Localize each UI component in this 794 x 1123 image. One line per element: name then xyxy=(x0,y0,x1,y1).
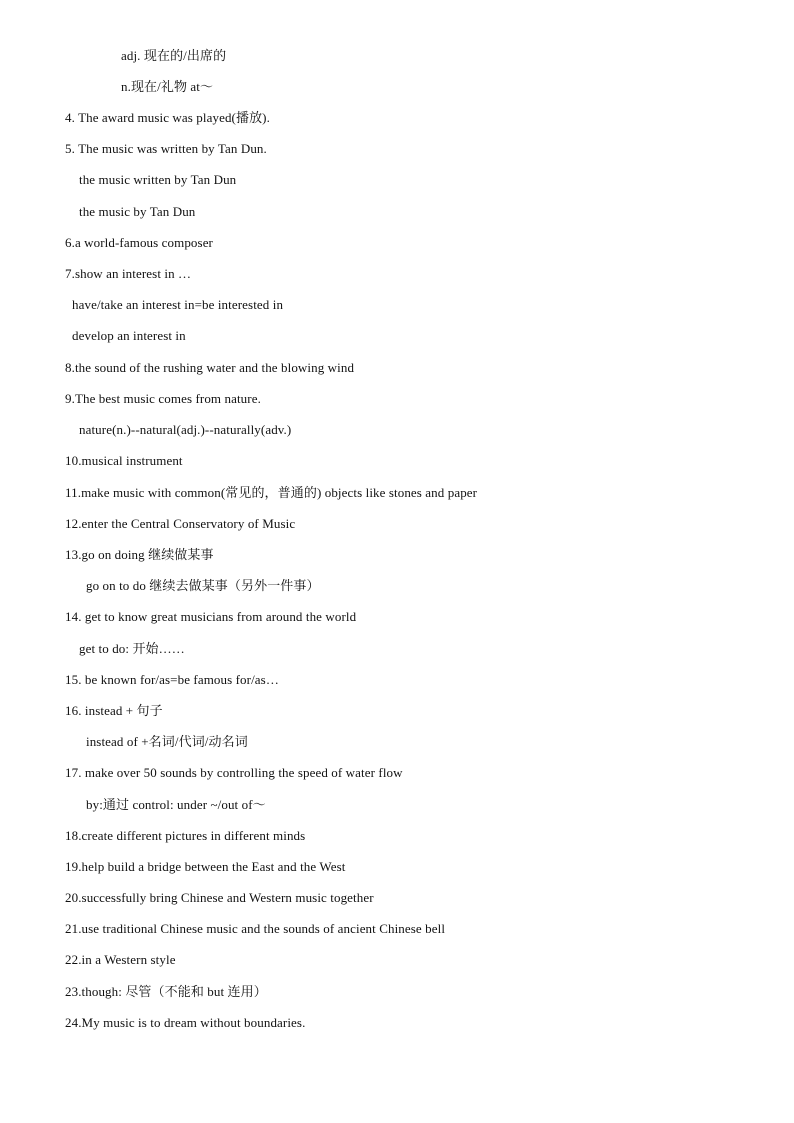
text-line: 11.make music with common(常见的，普通的) objects like stones and paper xyxy=(65,485,478,500)
text-line: adj. 现在的/出席的 xyxy=(121,48,227,63)
text-line: 12.enter the Central Conservatory of Music xyxy=(65,516,296,531)
text-line: 15. be known for/as=be famous for/as… xyxy=(65,672,279,687)
text-line: the music written by Tan Dun xyxy=(79,172,237,187)
text-line: develop an interest in xyxy=(72,328,186,343)
text-line: 22.in a Western style xyxy=(65,952,176,967)
text-line: 21.use traditional Chinese music and the sounds of ancient Chinese bell xyxy=(65,921,446,936)
text-line: 13.go on doing 继续做某事 xyxy=(65,547,214,562)
text-line: 17. make over 50 sounds by controlling the speed of water flow xyxy=(65,765,403,780)
text-line: go on to do 继续去做某事（另外一件事） xyxy=(86,578,320,593)
text-line: 18.create different pictures in different minds xyxy=(65,828,306,843)
text-line: get to do: 开始…… xyxy=(79,641,185,656)
text-line: 24.My music is to dream without boundaries. xyxy=(65,1015,306,1030)
text-line: 4. The award music was played(播放). xyxy=(65,110,270,125)
text-line: the music by Tan Dun xyxy=(79,204,196,219)
text-line: 14. get to know great musicians from around the world xyxy=(65,609,357,624)
text-line: 7.show an interest in … xyxy=(65,266,192,281)
text-line: by:通过 control: under ~/out of～ xyxy=(86,797,266,812)
text-line: n.现在/礼物 at～ xyxy=(121,79,214,94)
text-line: 10.musical instrument xyxy=(65,453,183,468)
text-line: have/take an interest in=be interested in xyxy=(72,297,284,312)
text-line: 6.a world-famous composer xyxy=(65,235,213,250)
text-line: 20.successfully bring Chinese and Western music together xyxy=(65,890,374,905)
text-line: 5. The music was written by Tan Dun. xyxy=(65,141,267,156)
text-line: nature(n.)--natural(adj.)--naturally(adv.) xyxy=(79,422,292,437)
text-line: 16. instead + 句子 xyxy=(65,703,163,718)
text-line: 19.help build a bridge between the East and the West xyxy=(65,859,346,874)
text-line: 9.The best music comes from nature. xyxy=(65,391,261,406)
text-line: instead of +名词/代词/动名词 xyxy=(86,734,248,749)
text-line: 8.the sound of the rushing water and the blowing wind xyxy=(65,360,355,375)
text-line: 23.though: 尽管（不能和 but 连用） xyxy=(65,984,267,999)
